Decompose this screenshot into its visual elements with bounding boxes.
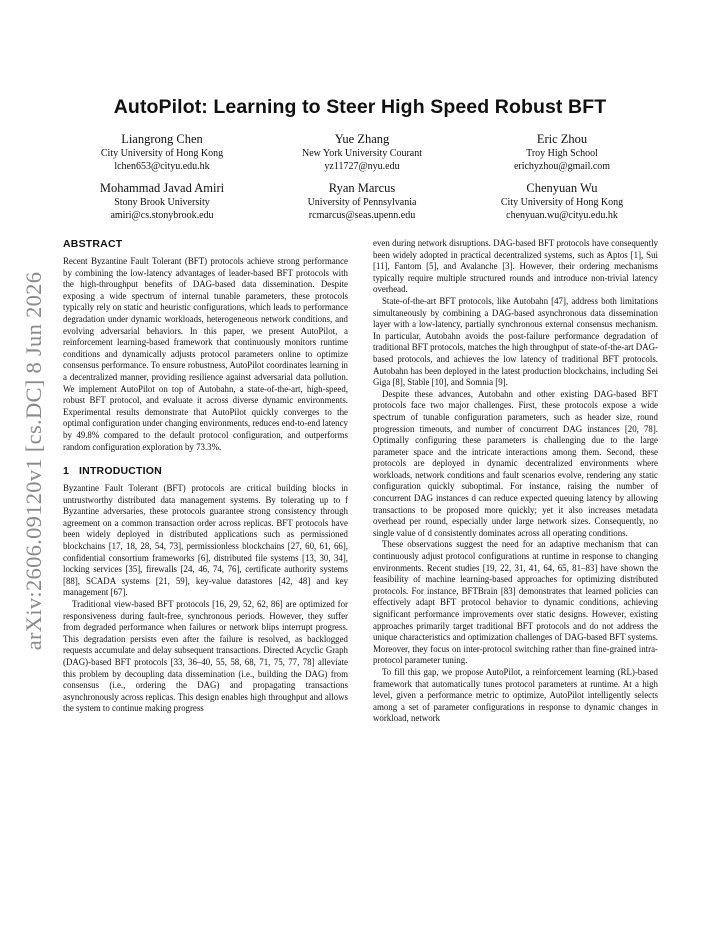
author-affiliation: Stony Brook University [114, 197, 210, 208]
author-email: erichyzhou@gmail.com [513, 161, 611, 172]
author-block [64, 132, 660, 230]
left-column [63, 238, 348, 715]
author-name: Mohammad Javad Amiri [99, 181, 225, 195]
author-affiliation: New York University Courant [302, 148, 422, 159]
author-email: rcmarcus@seas.upenn.edu [308, 210, 416, 221]
author-affiliation: City University of Hong Kong [100, 148, 224, 159]
body-paragraph: These observations suggest the need for an adaptive mechanism that can continuously adjust protocol configurations at runtime in response to changing environments. Recent studies [19, 22, 31, 41, 64, 65, 81–83] have shown the feasibility of machine learning-based approaches for optimizing distributed protocols. For instance, BFTBrain [83] demonstrates that learned policies can effectively adapt BFT protocol behavior to dynamic conditions, achieving significant performance improvements over static designs. However, existing approaches primarily target traditional BFT protocols and do not address the unique characteristics and optimization challenges of DAG-based BFT systems. Moreover, they focus on inter-protocol switching rather than fine-grained intra-protocol parameter tuning. [373, 539, 658, 666]
author-row [64, 132, 660, 173]
arxiv-identifier-stamp [2, 0, 62, 932]
body-paragraph: Byzantine Fault Tolerant (BFT) protocols are critical building blocks in untrustworthy distributed data management systems. By tolerating up to f Byzantine adversaries, these protocols guarantee strong consistency through agreement on a common transaction order across replicas. BFT protocols have been widely deployed in distributed applications such as permissioned blockchains [17, 18, 28, 54, 73], permissionless blockchains [27, 60, 61, 66], confidential consortium frameworks [6], distributed file systems [13, 30, 34], locking services [35], firewalls [24, 46, 74, 76], certificate authority systems [88], SCADA systems [21, 59], key-value datastores [42, 48] and key management [67]. [63, 483, 348, 598]
author [264, 132, 460, 173]
body-paragraph: even during network disruptions. DAG-based BFT protocols have consequently been widely adopted in practical decentralized systems, such as Aptos [1], Sui [11], Fantom [5], and Avalanche [3]. However, their ordering mechanisms typically require multiple structured rounds and introduce non-trivial latency overhead. [373, 238, 658, 295]
author [464, 132, 660, 173]
author-email: amiri@cs.stonybrook.edu [110, 210, 214, 221]
author-name: Yue Zhang [334, 132, 390, 146]
introduction-heading [63, 465, 348, 478]
body-paragraph: State-of-the-art BFT protocols, like Autobahn [47], address both limitations simultaneously by combining a DAG-based asynchronous data dissemination layer with a low-latency, partially synchronous external consensus mechanism. In particular, Autobahn avoids the post-failure performance degradation of traditional BFT protocols, matches the high throughput of state-of-the-art DAG-based protocols, and achieves the low latency of traditional BFT protocols. Autobahn has been deployed in the latest production blockchains, including Sei Giga [8], Stable [10], and Somnia [9]. [373, 295, 658, 388]
paper-title: AutoPilot: Learning to Steer High Speed Robust BFT [113, 96, 607, 118]
section-title: INTRODUCTION [79, 465, 162, 478]
author-name: Ryan Marcus [328, 181, 396, 195]
body-paragraph: To fill this gap, we propose AutoPilot, a reinforcement learning (RL)-based framework that automatically tunes protocol parameters at runtime. At a high level, given a performance metric to optimize, AutoPilot intelligently selects among a set of parameter configurations in response to dynamic changes in workload, network [373, 666, 658, 724]
abstract-heading: ABSTRACT [63, 238, 123, 250]
author-email: lchen653@cityu.edu.hk [114, 161, 210, 172]
body-paragraph: Despite these advances, Autobahn and other existing DAG-based BFT protocols face two major challenges. First, these protocols expose a wide spectrum of tunable configuration parameters, such as header size, round progression timeouts, and number of concurrent DAG instances [20, 78]. Optimally configuring these parameters is challenging due to the large parameter space and the intricate interactions among them. Second, these protocols are deployed in dynamic decentralized environments where workloads, network conditions and fault scenarios evolve, rendering any static configuration quickly suboptimal. For instance, raising the number of concurrent DAG instances d can reduce expected queuing latency by allowing transactions to be proposed more quickly; yet it also increases metadata overhead per round, especially under large network sizes. Consequently, no single value of d consistently dominates across all operating conditions. [373, 388, 658, 538]
arxiv-identifier: arXiv:2606.09120v1 [cs.DC] 8 Jun 2026 [21, 271, 46, 651]
author [464, 181, 660, 222]
author-affiliation: Troy High School [526, 148, 598, 159]
author-row [64, 181, 660, 222]
author-email: chenyuan.wu@cityu.edu.hk [506, 210, 618, 221]
abstract-text: Recent Byzantine Fault Tolerant (BFT) protocols achieve strong performance by combining the low-latency advantages of leader-based BFT protocols with the high-throughput benefits of DAG-based data dissemination. Despite exposing a wide spectrum of internal tunable parameters, these protocols typically rely on static and heuristic configurations, which leads to performance degradation under dynamic workloads, heterogeneous network conditions, and evolving adversarial behaviors. In this paper, we present AutoPilot, a reinforcement learning-based framework that continuously monitors runtime conditions and dynamically adjusts protocol parameters online to optimize consensus performance. To ensure robustness, AutoPilot coordinates learning in a decentralized manner, providing resilience against adversarial data pollution. We implement AutoPilot on top of Autobahn, a state-of-the-art, high-speed, robust BFT protocol, and evaluate it across diverse dynamic environments. Experimental results demonstrate that AutoPilot quickly converges to the optimal configuration under changing environments, reduces end-to-end latency by 49.8% compared to the default protocol configuration, and outperforms random configuration exploration by 73.3%. [63, 256, 348, 452]
body-paragraph: Traditional view-based BFT protocols [16, 29, 52, 62, 86] are optimized for responsiveness during fault-free, synchronous periods. However, they suffer from degraded performance when failures or network blips interrupt progress. This degradation persists even after the failure is resolved, as backlogged requests accumulate and delay subsequent transactions. Directed Acyclic Graph (DAG)-based BFT protocols [33, 36–40, 55, 58, 68, 71, 75, 77, 78] alleviate this problem by decoupling data dissemination (i.e., building the DAG) from consensus (i.e., ordering the DAG) and propagating transactions asynchronously across replicas. This design enables high throughput and allows the system to continue making progress [63, 599, 348, 714]
author-name: Eric Zhou [536, 132, 588, 146]
author [64, 132, 260, 173]
author [64, 181, 260, 222]
author-affiliation: University of Pennsylvania [307, 197, 417, 208]
author [264, 181, 460, 222]
author-email: yz11727@nyu.edu [324, 161, 400, 172]
right-column [373, 238, 658, 725]
author-affiliation: City University of Hong Kong [500, 197, 624, 208]
author-name: Liangrong Chen [121, 132, 203, 146]
section-number: 1 [63, 465, 70, 478]
author-name: Chenyuan Wu [526, 181, 598, 195]
